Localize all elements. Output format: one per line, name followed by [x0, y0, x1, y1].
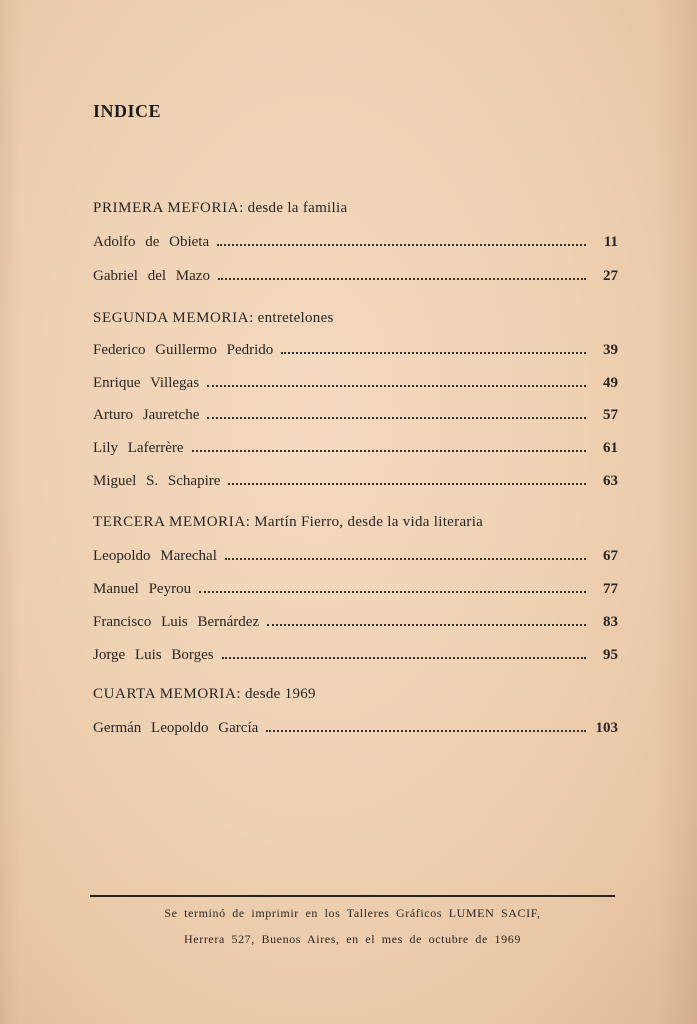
colophon-line: Se terminó de imprimir en los Talleres Gráficos LUMEN SACIF,	[164, 906, 541, 920]
section-name: TERCERA MEMORIA	[93, 514, 246, 530]
entry-page: 95	[603, 647, 618, 663]
toc-entry	[93, 268, 618, 288]
colophon-divider	[90, 895, 615, 897]
dot-leader	[281, 351, 586, 354]
section-subtitle: Martín Fierro, desde la vida literaria	[254, 514, 484, 530]
entry-author: Gabriel del Mazo	[93, 268, 210, 284]
toc-entry	[93, 375, 618, 395]
section-name: PRIMERA MEFORIA	[93, 200, 240, 216]
entry-author: Adolfo de Obieta	[93, 234, 210, 250]
dot-leader	[266, 729, 585, 732]
toc-entry	[93, 647, 618, 667]
colophon-line: Herrera 527, Buenos Aires, en el mes de octubre de 1969	[184, 932, 521, 946]
dot-leader	[228, 482, 586, 485]
toc-entry	[93, 234, 618, 254]
section-heading: SEGUNDA MEMORIA: entretelones	[93, 310, 334, 326]
dot-leader	[207, 416, 586, 419]
page-right-shadow	[657, 0, 697, 1024]
entry-page: 11	[603, 234, 618, 250]
section-heading: TERCERA MEMORIA: Martín Fierro, desde la vida literaria	[93, 514, 484, 530]
section-subtitle: desde 1969	[244, 686, 316, 702]
dot-leader	[225, 557, 586, 560]
toc-entry	[93, 440, 618, 460]
entry-page: 39	[603, 342, 618, 358]
entry-page: 77	[603, 581, 618, 597]
dot-leader	[217, 243, 586, 246]
entry-author: Enrique Villegas	[93, 375, 200, 391]
dot-leader	[192, 449, 586, 452]
entry-page: 63	[603, 473, 618, 489]
section-subtitle: entretelones	[257, 310, 334, 326]
section-name: SEGUNDA MEMORIA	[93, 310, 250, 326]
page-title: INDICE	[93, 101, 162, 121]
entry-author: Miguel S. Schapire	[93, 473, 221, 489]
dot-leader	[199, 590, 586, 593]
entry-author: Germán Leopoldo García	[93, 720, 259, 736]
section-heading: CUARTA MEMORIA: desde 1969	[93, 686, 316, 702]
toc-entry	[93, 548, 618, 568]
toc-entry	[93, 473, 618, 493]
entry-author: Jorge Luis Borges	[93, 647, 214, 663]
section-heading: PRIMERA MEFORIA: desde la familia	[93, 200, 348, 216]
entry-author: Arturo Jauretche	[93, 407, 200, 423]
dot-leader	[207, 384, 586, 387]
toc-entry	[93, 581, 618, 601]
dot-leader	[222, 656, 586, 659]
toc-entry	[93, 614, 618, 634]
entry-page: 67	[603, 548, 618, 564]
toc-entry	[93, 407, 618, 427]
section-name: CUARTA MEMORIA	[93, 686, 237, 702]
entry-author: Leopoldo Marechal	[93, 548, 217, 564]
toc-entry	[93, 342, 618, 362]
entry-page: 103	[595, 720, 618, 736]
entry-author: Federico Guillermo Pedrido	[93, 342, 274, 358]
entry-author: Manuel Peyrou	[93, 581, 192, 597]
entry-page: 49	[603, 375, 618, 391]
page-left-shadow	[0, 0, 20, 1024]
entry-page: 27	[603, 268, 618, 284]
entry-page: 61	[603, 440, 618, 456]
entry-author: Francisco Luis Bernárdez	[93, 614, 260, 630]
entry-page: 57	[603, 407, 618, 423]
dot-leader	[267, 623, 586, 626]
dot-leader	[218, 277, 586, 280]
entry-page: 83	[603, 614, 618, 630]
toc-entry	[93, 720, 618, 740]
section-subtitle: desde la familia	[247, 200, 348, 216]
entry-author: Lily Laferrère	[93, 440, 184, 456]
